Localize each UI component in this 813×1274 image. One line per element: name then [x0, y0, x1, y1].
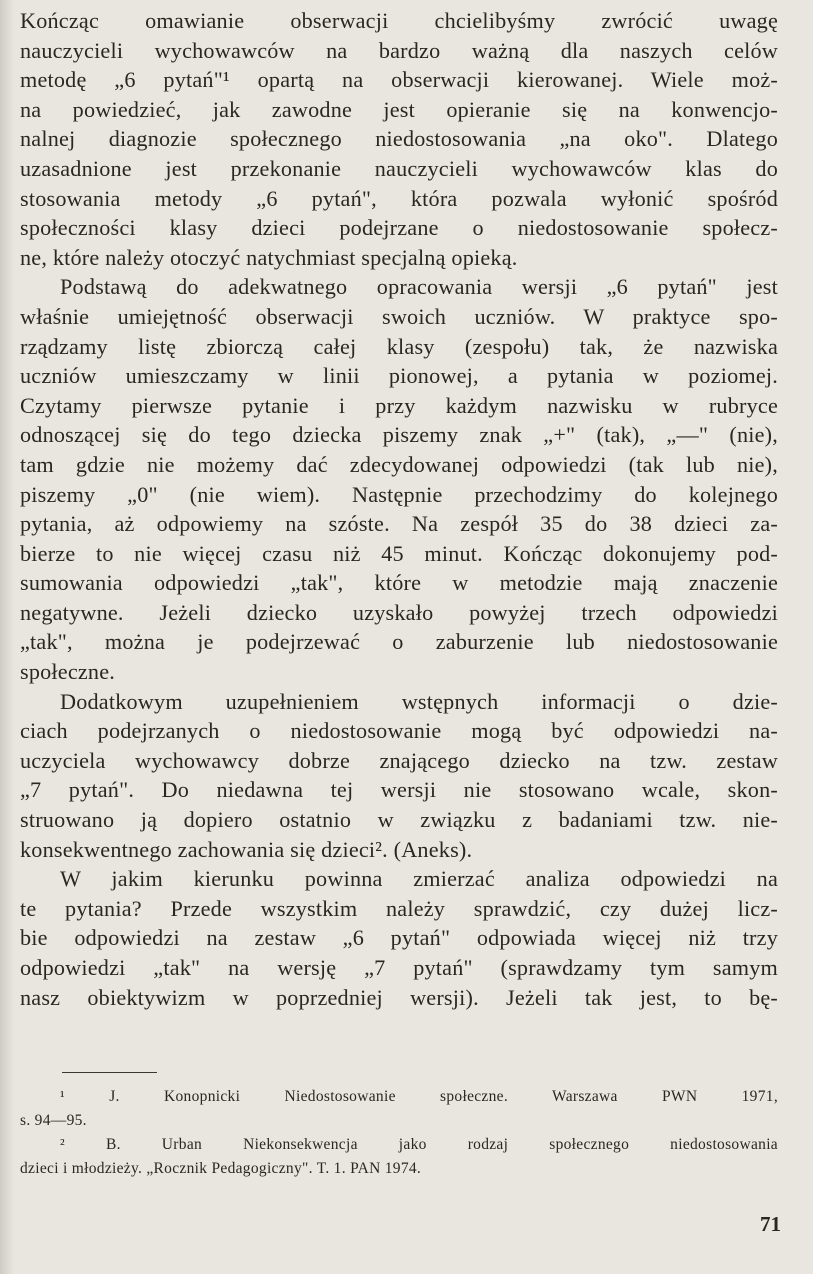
text-line: odnoszącej się do tego dziecka piszemy znak „+" (tak), „—" (nie), — [20, 422, 778, 448]
footnotes — [20, 1072, 778, 1181]
text-line: ciach podejrzanych o niedostosowanie mogą być odpowiedzi na- — [20, 718, 778, 744]
text-line: tam gdzie nie możemy dać zdecydowanej odpowiedzi (tak lub nie), — [20, 451, 778, 477]
text-line: Kończąc omawianie obserwacji chcielibyśmy zwrócić uwagę — [20, 8, 778, 33]
text-line: właśnie umiejętność obserwacji swoich uczniów. W praktyce spo- — [20, 303, 778, 329]
text-line: sumowania odpowiedzi „tak", które w metodzie mają znaczenie — [20, 570, 778, 596]
footnote-divider — [62, 1072, 157, 1073]
text-line: stosowania metody „6 pytań", która pozwala wyłonić spośród — [20, 185, 778, 211]
text-line: rządzamy listę zbiorczą całej klasy (zespołu) tak, że nazwiska — [20, 333, 778, 359]
paragraph-3 — [20, 687, 778, 865]
text-line: „7 pytań". Do niedawna tej wersji nie stosowano wcale, skon- — [20, 777, 778, 803]
text-line: te pytania? Przede wszystkim należy sprawdzić, czy dużej licz- — [20, 895, 778, 921]
text-line: nauczycieli wychowawców na bardzo ważną dla naszych celów — [20, 37, 778, 63]
page-number: 71 — [760, 1212, 781, 1236]
text-line: ne, które należy otoczyć natychmiast specjalną opieką. — [20, 244, 518, 270]
text-line: Czytamy pierwsze pytanie i przy każdym nazwisku w rubryce — [20, 392, 778, 418]
text-line: Podstawą do adekwatnego opracowania wersji „6 pytań" jest — [60, 274, 778, 300]
text-line: bierze to nie więcej czasu niż 45 minut. Kończąc dokonujemy pod- — [20, 540, 778, 566]
text-line: konsekwentnego zachowania się dzieci². (Aneks). — [20, 836, 473, 862]
text-line: dzieci i młodzieży. „Rocznik Pedagogiczny". T. 1. PAN 1974. — [20, 1160, 422, 1177]
footnote-2 — [20, 1133, 778, 1181]
text-line: ² B. Urban Niekonsekwencja jako rodzaj społecznego niedostosowania — [60, 1136, 778, 1153]
text-line: uczyciela wychowawcy dobrze znającego dziecko na tzw. zestaw — [20, 747, 778, 773]
page-gutter-shadow — [0, 0, 14, 1274]
text-line: W jakim kierunku powinna zmierzać analiza odpowiedzi na — [60, 866, 778, 892]
body-text — [20, 6, 778, 1012]
text-line: negatywne. Jeżeli dziecko uzyskało powyżej trzech odpowiedzi — [20, 599, 778, 625]
paragraph-4 — [20, 864, 778, 1012]
text-line: uczniów umieszczamy w linii pionowej, a pytania w poziomej. — [20, 363, 778, 389]
text-line: piszemy „0" (nie wiem). Następnie przechodzimy do kolejnego — [20, 481, 778, 507]
text-line: ¹ J. Konopnicki Niedostosowanie społeczne. Warszawa PWN 1971, — [60, 1088, 778, 1105]
paragraph-1 — [20, 6, 778, 272]
text-line: na powiedzieć, jak zawodne jest opieranie się na konwencjo- — [20, 96, 778, 122]
text-line: Dodatkowym uzupełnieniem wstępnych informacji o dzie- — [60, 688, 778, 714]
text-line: nalnej diagnozie społecznego niedostosowania „na oko". Dlatego — [20, 126, 778, 152]
footnote-1 — [20, 1085, 778, 1133]
text-line: pytania, aż odpowiemy na szóste. Na zespół 35 do 38 dzieci za- — [20, 511, 778, 537]
text-line: struowano ją dopiero ostatnio w związku z badaniami tzw. nie- — [20, 807, 778, 833]
text-line: s. 94—95. — [20, 1112, 87, 1129]
text-line: uzasadnione jest przekonanie nauczycieli wychowawców klas do — [20, 155, 778, 181]
text-line: społeczne. — [20, 659, 116, 685]
text-line: nasz obiektywizm w poprzedniej wersji). Jeżeli tak jest, to bę- — [20, 984, 778, 1010]
text-line: metodę „6 pytań"¹ opartą na obserwacji kierowanej. Wiele moż- — [20, 67, 778, 93]
text-line: odpowiedzi „tak" na wersję „7 pytań" (sprawdzamy tym samym — [20, 955, 778, 980]
text-line: społeczności klasy dzieci podejrzane o niedostosowanie społecz- — [20, 215, 778, 241]
paragraph-2 — [20, 272, 778, 686]
text-line: „tak", można je podejrzewać o zaburzenie lub niedostosowanie — [20, 629, 778, 655]
text-line: bie odpowiedzi na zestaw „6 pytań" odpowiada więcej niż trzy — [20, 925, 778, 951]
